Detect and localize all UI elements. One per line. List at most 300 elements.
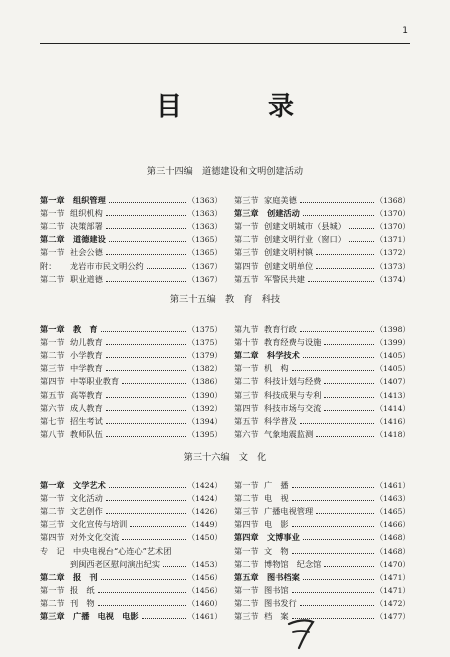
toc-title: 军警民共建 (264, 273, 305, 284)
toc-page-number: （1405） (375, 351, 410, 361)
toc-label (234, 389, 323, 402)
toc-page-value: 1453 (195, 559, 215, 569)
toc-page-value: 1398 (383, 325, 403, 334)
toc-page-value: 1418 (383, 429, 403, 439)
toc-title: 成人教育 (70, 402, 103, 413)
toc-page-number: （1370） (375, 209, 410, 219)
toc-page-number: （1398） (375, 325, 410, 334)
toc-number: 第二章 (40, 571, 65, 582)
toc-entry-row (40, 362, 222, 375)
dot-leader (292, 553, 375, 554)
toc-title: 博物馆 纪念馆 (264, 558, 322, 569)
toc-entry-row (40, 584, 222, 597)
toc-title: 文艺创作 (70, 506, 103, 517)
toc-number: 第二章 (40, 234, 65, 245)
dot-leader (98, 592, 187, 593)
toc-page-number: （1414） (375, 403, 410, 413)
toc-page-number: （1456） (187, 585, 222, 595)
toc-title: 教师队伍 (70, 428, 103, 439)
toc-entry-row (234, 260, 410, 273)
toc-label (234, 194, 299, 207)
toc-page-number: （1468） (375, 546, 410, 556)
dot-leader (303, 539, 375, 540)
toc-number: 第三节 (234, 611, 259, 621)
toc-page-number: （1453） (187, 559, 222, 569)
toc-number: 第二节 (40, 597, 65, 608)
toc-chapter-row (40, 194, 222, 207)
dot-leader (106, 436, 187, 437)
toc-entry-row (40, 260, 222, 273)
toc-page-number: （1468） (375, 533, 410, 543)
toc-number: 第三节 (40, 519, 65, 530)
toc-page-value: 1399 (383, 338, 403, 348)
toc-title: 报 刊 (73, 571, 98, 582)
toc-page-number: （1386） (187, 377, 222, 387)
toc-page-number: （1375） (187, 338, 222, 348)
toc-entry-row (234, 323, 410, 336)
toc-label (40, 207, 105, 220)
toc-page-value: 1394 (195, 416, 215, 426)
toc-label (40, 349, 105, 362)
toc-chapter-row (40, 323, 222, 336)
toc-page-value: 1463 (383, 494, 403, 504)
toc-label (234, 492, 291, 505)
toc-title: 创建文明单位 (264, 260, 314, 271)
toc-page-value: 1363 (195, 196, 215, 205)
toc-label (234, 273, 307, 286)
toc-page-number: （1465） (375, 507, 410, 517)
part-heading: 第三十六编 文 化 (183, 452, 267, 463)
toc-title: 图书发行 (264, 597, 297, 608)
toc-page-value: 1382 (195, 364, 215, 374)
toc-number: 第四节 (40, 376, 65, 387)
toc-number: 第一章 (40, 480, 65, 490)
toc-number: 第三节 (234, 389, 259, 400)
toc-label (40, 323, 100, 336)
toc-entry-row (234, 545, 410, 558)
toc-entry-row (234, 415, 410, 428)
toc-page-value: 1465 (383, 507, 403, 517)
toc-title: 龙岩市市民文明公约 (70, 260, 144, 271)
toc-number: 第一节 (40, 584, 65, 595)
toc-title: 刊 物 (70, 597, 95, 608)
toc-number: 第四节 (234, 519, 259, 530)
toc-label (234, 336, 323, 349)
toc-entry-row (234, 362, 410, 375)
dot-leader (303, 215, 375, 216)
toc-entry-row (234, 194, 410, 207)
toc-page-number: （1424） (187, 494, 222, 504)
toc-label (234, 375, 323, 388)
toc-page-number: （1471） (375, 585, 410, 595)
toc-entry-row (40, 505, 222, 518)
toc-title: 组织机构 (70, 208, 103, 219)
toc-page-value: 1413 (383, 390, 403, 400)
toc-page-value: 1426 (195, 507, 215, 517)
dot-leader (106, 281, 187, 282)
dot-leader (109, 241, 187, 242)
toc-chapter-row (234, 571, 410, 584)
toc-title: 科技成果与专利 (264, 389, 322, 400)
toc-page-number: （1367） (187, 261, 222, 271)
toc-number: 第一章 (40, 195, 65, 205)
toc-title: 高等教育 (70, 389, 103, 400)
toc-number: 第三节 (234, 247, 259, 258)
toc-title: 教育经费与设施 (264, 337, 322, 348)
toc-entry-row (234, 246, 410, 259)
toc-page-value: 1450 (195, 533, 215, 543)
toc-label (234, 362, 291, 375)
toc-number: 第二节 (234, 376, 259, 387)
dot-leader (316, 513, 374, 514)
toc-title: 机 构 (264, 363, 289, 374)
toc-page-value: 1395 (195, 429, 215, 439)
toc-entry-row (40, 220, 222, 233)
dot-leader (324, 566, 374, 567)
toc-title: 中学教育 (70, 363, 103, 374)
toc-page-value: 1373 (383, 261, 403, 271)
toc-entry-row (40, 389, 222, 402)
toc-page-number: （1371） (375, 235, 410, 245)
toc-label (40, 479, 108, 492)
toc-title: 科技市场与交流 (264, 402, 322, 413)
dot-leader (303, 579, 375, 580)
toc-number: 第一章 (40, 324, 65, 334)
toc-number: 第一节 (234, 480, 259, 490)
toc-number: 第一节 (40, 208, 65, 219)
toc-number: 第二节 (40, 350, 65, 361)
toc-page-number: （1370） (375, 222, 410, 232)
toc-label (234, 415, 299, 428)
toc-page-value: 1370 (383, 209, 403, 219)
toc-entry-row (234, 336, 410, 349)
toc-page-number: （1405） (375, 364, 410, 374)
part-heading: 第三十四编 道德建设和文明创建活动 (146, 166, 304, 177)
toc-page-number: （1449） (187, 520, 222, 530)
toc-page-value: 1367 (195, 274, 215, 284)
toc-entry-row (234, 428, 410, 441)
toc-page-value: 1456 (195, 572, 215, 582)
toc-label (40, 584, 97, 597)
toc-title: 职业道德 (70, 273, 103, 284)
dot-leader (292, 592, 375, 593)
toc-number: 第五节 (40, 389, 65, 400)
toc-number: 第三章 (40, 611, 65, 621)
header-rule (40, 43, 410, 44)
toc-number: 专 记 (40, 545, 65, 556)
toc-chapter-row (40, 233, 222, 246)
toc-page-number: （1365） (187, 248, 222, 258)
toc-number: 第六节 (234, 428, 259, 439)
dot-leader (316, 268, 374, 269)
toc-entry-row (40, 518, 222, 531)
dot-leader (324, 410, 374, 411)
toc-label (40, 233, 108, 246)
toc-page-number: （1461） (187, 612, 222, 621)
dot-leader (308, 281, 375, 282)
toc-number: 第四节 (40, 532, 65, 543)
toc-entry-row (234, 375, 410, 388)
toc-number: 附： (40, 260, 57, 271)
toc-page-number: （1461） (375, 481, 410, 490)
toc-entry-row (40, 375, 222, 388)
toc-title: 图书档案 (267, 571, 300, 582)
dot-leader (316, 436, 374, 437)
toc-label (40, 362, 105, 375)
toc-number: 第一节 (40, 493, 65, 504)
toc-page-value: 1368 (383, 196, 403, 205)
toc-page-number: （1463） (375, 494, 410, 504)
toc-chapter-row (234, 207, 410, 220)
toc-number: 第十节 (234, 337, 259, 348)
toc-number: 第八节 (40, 428, 65, 439)
toc-number: 第三节 (234, 506, 259, 517)
toc-page-value: 1365 (195, 248, 215, 258)
toc-page-number: （1477） (375, 612, 410, 621)
toc-title: 文 物 (264, 545, 289, 556)
toc-page-number: （1472） (375, 598, 410, 608)
toc-label (40, 518, 129, 531)
toc-page-number: （1407） (375, 377, 410, 387)
toc-number: 第四节 (234, 402, 259, 413)
dot-leader (147, 268, 187, 269)
toc-entry-row (40, 207, 222, 220)
toc-number: 第四章 (234, 532, 259, 543)
toc-page-value: 1468 (383, 546, 403, 556)
toc-title: 社会公德 (70, 247, 103, 258)
toc-title: 幼儿教育 (70, 337, 103, 348)
toc-label (234, 402, 323, 415)
dot-leader (292, 526, 375, 527)
toc-number: 第二节 (234, 234, 259, 245)
toc-page-value: 1405 (383, 351, 403, 361)
toc-page-number: （1363） (187, 196, 222, 205)
toc-entry-row (234, 273, 410, 286)
toc-label (234, 584, 291, 597)
dot-leader (300, 423, 375, 424)
toc-entry-row (234, 389, 410, 402)
toc-entry-row (40, 336, 222, 349)
toc-label (40, 336, 105, 349)
toc-page-value: 1386 (195, 377, 215, 387)
toc-title: 文博事业 (267, 532, 300, 543)
toc-label (234, 571, 302, 584)
toc-title: 决策部署 (70, 221, 103, 232)
toc-page-value: 1367 (195, 261, 215, 271)
toc-number: 第五节 (234, 273, 259, 284)
toc-title: 创建活动 (267, 208, 300, 219)
toc-number: 第二节 (234, 493, 259, 504)
toc-title: 组织管理 (73, 195, 106, 205)
toc-page-number: （1395） (187, 429, 222, 439)
toc-label (40, 220, 105, 233)
toc-label (234, 233, 348, 246)
toc-entry-row (40, 415, 222, 428)
toc-entry-row (234, 597, 410, 610)
dot-leader (106, 370, 187, 371)
toc-label (234, 428, 315, 441)
toc-label (40, 545, 173, 558)
toc-number: 第三节 (40, 363, 65, 374)
toc-label (40, 571, 100, 584)
toc-number: 第一节 (234, 221, 259, 232)
toc-page-value: 1416 (383, 416, 403, 426)
toc-label (234, 518, 291, 531)
toc-page-number: （1413） (375, 390, 410, 400)
dot-leader (292, 500, 375, 501)
dot-leader (349, 241, 375, 242)
toc-page-number: （1363） (187, 209, 222, 219)
toc-title: 文化活动 (70, 493, 103, 504)
toc-title: 中央电视台“心连心”艺术团 (73, 545, 172, 556)
toc-page-number: （1471） (375, 572, 410, 582)
toc-title: 气象地震监测 (264, 428, 314, 439)
toc-page-value: 1424 (195, 481, 215, 490)
toc-number: 第二节 (40, 506, 65, 517)
toc-number: 第二节 (40, 221, 65, 232)
toc-number: 第五节 (234, 415, 259, 426)
toc-title: 科学技术 (267, 350, 300, 361)
toc-number: 第一节 (40, 247, 65, 258)
toc-label (40, 260, 146, 273)
toc-entry-row (234, 233, 410, 246)
toc-title: 广播电视管理 (264, 506, 314, 517)
toc-page-value: 1460 (195, 598, 215, 608)
toc-page-number: （1416） (375, 416, 410, 426)
toc-label (40, 428, 105, 441)
toc-label (40, 597, 97, 610)
toc-title: 科学普及 (264, 415, 297, 426)
toc-number: 第六节 (40, 402, 65, 413)
toc-page-value: 1390 (195, 390, 215, 400)
toc-title: 中等职业教育 (70, 376, 120, 387)
toc-label (40, 389, 105, 402)
dot-leader (106, 410, 187, 411)
toc-page-value: 1392 (195, 403, 215, 413)
toc-title: 文学艺术 (73, 480, 106, 490)
dot-leader (349, 228, 375, 229)
toc-page-value: 1424 (195, 494, 215, 504)
toc-entry-row (234, 402, 410, 415)
toc-label (40, 492, 105, 505)
toc-label (40, 531, 121, 544)
toc-page-value: 1370 (383, 222, 403, 232)
dot-leader (300, 331, 375, 332)
toc-chapter-row (40, 571, 222, 584)
toc-label (234, 597, 299, 610)
toc-label (234, 207, 302, 220)
toc-label (234, 505, 315, 518)
toc-label (234, 323, 299, 336)
toc-page-value: 1472 (383, 598, 403, 608)
toc-label (40, 194, 108, 207)
toc-entry-row (234, 558, 410, 571)
toc-page-number: （1466） (375, 520, 410, 530)
toc-page-value: 1372 (383, 248, 403, 258)
toc-page-value: 1379 (195, 351, 215, 361)
dot-leader (101, 331, 187, 332)
dot-leader (324, 397, 374, 398)
toc-title: 创建文明村镇 (264, 247, 314, 258)
toc-page-value: 1365 (195, 235, 215, 245)
toc-label (234, 531, 302, 544)
toc-entry-row (40, 558, 222, 571)
toc-title: 家庭美德 (264, 195, 297, 205)
toc-title: 教育行政 (264, 324, 297, 334)
toc-chapter-row (40, 479, 222, 492)
toc-entry-row (40, 273, 222, 286)
toc-title: 报 纸 (70, 584, 95, 595)
dot-leader (106, 397, 187, 398)
toc-page-number: （1456） (187, 572, 222, 582)
toc-title: 创建文明城市（县城） (264, 221, 346, 232)
dot-leader (106, 215, 187, 216)
toc-page-value: 1471 (383, 585, 403, 595)
toc-page-number: （1418） (375, 429, 410, 439)
page-number: 1 (402, 26, 408, 36)
toc-page-value: 1477 (383, 612, 403, 621)
dot-leader (106, 228, 187, 229)
toc-entry-row (234, 584, 410, 597)
toc-page-number: （1460） (187, 598, 222, 608)
toc-title: 科技计划与经费 (264, 376, 322, 387)
dot-leader (142, 618, 187, 619)
toc-page-number: （1373） (375, 261, 410, 271)
toc-title: 文化宣传与培训 (70, 519, 128, 530)
dot-leader (130, 526, 186, 527)
toc-page-value: 1375 (195, 325, 215, 334)
toc-page-value: 1466 (383, 520, 403, 530)
toc-page-value: 1471 (383, 572, 403, 582)
toc-page-number: （1363） (187, 222, 222, 232)
toc-entry-row (234, 505, 410, 518)
toc-label (40, 415, 105, 428)
dot-leader (303, 357, 375, 358)
toc-number: 第三章 (234, 208, 259, 219)
toc-page-value: 1414 (383, 403, 403, 413)
toc-page-value: 1375 (195, 338, 215, 348)
toc-entry-row (40, 428, 222, 441)
dot-leader (122, 539, 186, 540)
toc-page-number: （1382） (187, 364, 222, 374)
dot-leader (109, 202, 187, 203)
page-title: 目 录 (155, 92, 324, 122)
toc-entry-row (40, 402, 222, 415)
toc-label (40, 402, 105, 415)
toc-title: 到闽西老区慰问演出纪实 (70, 558, 161, 569)
toc-page-value: 1363 (195, 209, 215, 219)
toc-page-number: （1450） (187, 533, 222, 543)
toc-entry-row (234, 479, 410, 492)
toc-label (40, 610, 141, 623)
toc-page-number: （1379） (187, 351, 222, 361)
toc-page-value: 1456 (195, 585, 215, 595)
toc-label (234, 220, 348, 233)
toc-label (234, 558, 323, 571)
toc-number: 第一节 (234, 363, 259, 374)
dot-leader (324, 383, 374, 384)
toc-title: 对外文化交流 (70, 532, 120, 543)
toc-page-value: 1470 (383, 559, 403, 569)
toc-page-number: （1372） (375, 248, 410, 258)
toc-page-value: 1461 (383, 481, 403, 490)
toc-page-value: 1374 (383, 274, 403, 284)
toc-entry-row (40, 545, 222, 558)
dot-leader (109, 487, 187, 488)
toc-number: 第一节 (40, 337, 65, 348)
toc-page-value: 1405 (383, 364, 403, 374)
toc-number: 第四节 (234, 260, 259, 271)
